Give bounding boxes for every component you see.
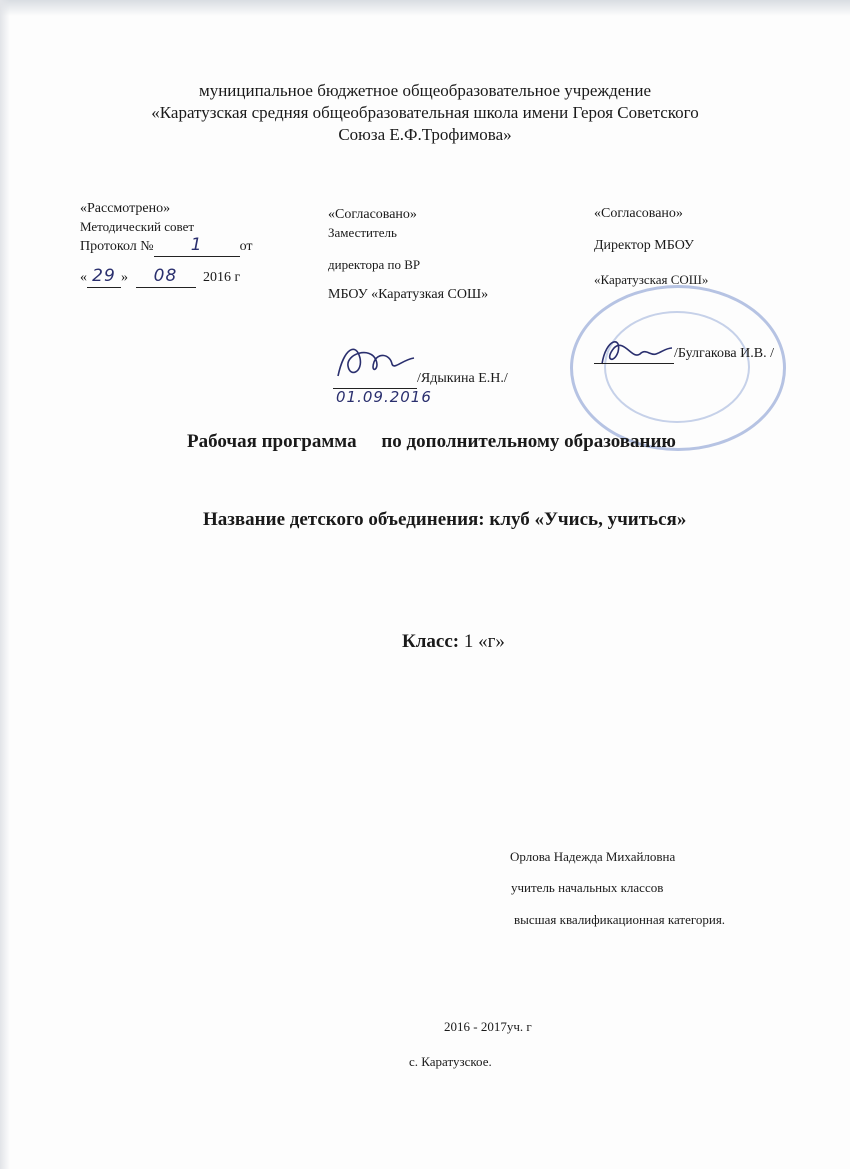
association-name: Название детского объединения: клуб «Учись, учиться» xyxy=(203,509,687,530)
agreed-deputy-line-2: директора по ВР xyxy=(328,257,421,272)
header-line-2: «Каратузская средняя общеобразовательная школа имени Героя Советского xyxy=(151,103,699,122)
author-position: учитель начальных классов xyxy=(511,880,664,895)
director-signature-line xyxy=(594,345,774,364)
director-name: /Булгакова И.В. / xyxy=(674,346,774,361)
academic-year: 2016 - 2017уч. г xyxy=(444,1019,532,1034)
program-title-part-2: по дополнительному образованию xyxy=(381,431,676,452)
date-year: 2016 г xyxy=(203,270,241,285)
protocol-line xyxy=(80,236,253,257)
reviewed-title: «Рассмотрено» xyxy=(80,201,171,216)
deputy-signature-line xyxy=(333,370,508,389)
protocol-suffix: от xyxy=(239,239,253,254)
class-value: 1 «г» xyxy=(463,631,505,652)
date-month: 08 xyxy=(153,266,178,286)
protocol-number: 1 xyxy=(190,235,203,255)
agreed-director-block xyxy=(594,205,708,289)
protocol-label: Протокол № xyxy=(80,239,154,254)
date-open-quote: « xyxy=(80,270,87,285)
agreed-director-line-1: Директор МБОУ xyxy=(594,238,694,253)
agreed-director-line-2: «Каратузская СОШ» xyxy=(594,272,709,287)
agreed-deputy-line-3: МБОУ «Каратузкая СОШ» xyxy=(328,287,489,302)
program-title-part-1: Рабочая программа xyxy=(187,431,357,452)
agreed-director-title: «Согласовано» xyxy=(594,206,683,221)
date-close-quote: » xyxy=(121,270,128,285)
scan-edge-left xyxy=(0,0,10,1169)
class-label: Класс: xyxy=(402,631,460,652)
deputy-date-handwritten: 01.09.2016 xyxy=(336,388,432,406)
header-line-3: Союза Е.Ф.Трофимова» xyxy=(338,125,512,144)
reviewed-body: Методический совет xyxy=(80,219,195,234)
header-line-1: муниципальное бюджетное общеобразовательное учреждение xyxy=(198,81,652,100)
agreed-deputy-title: «Согласовано» xyxy=(328,207,417,222)
program-title xyxy=(187,431,676,453)
author-category: высшая квалификационная категория. xyxy=(514,912,726,927)
institution-header xyxy=(0,80,850,146)
scan-edge-top xyxy=(0,0,850,16)
reviewed-date xyxy=(80,267,253,288)
deputy-name: /Ядыкина Е.Н./ xyxy=(417,371,508,386)
class-line xyxy=(402,631,505,653)
agreed-deputy-block xyxy=(328,206,488,304)
agreed-deputy-line-1: Заместитель xyxy=(328,225,397,240)
place: с. Каратузское. xyxy=(409,1054,492,1069)
author-name: Орлова Надежда Михайловна xyxy=(510,849,676,864)
reviewed-block xyxy=(80,200,253,288)
date-day: 29 xyxy=(92,266,116,286)
